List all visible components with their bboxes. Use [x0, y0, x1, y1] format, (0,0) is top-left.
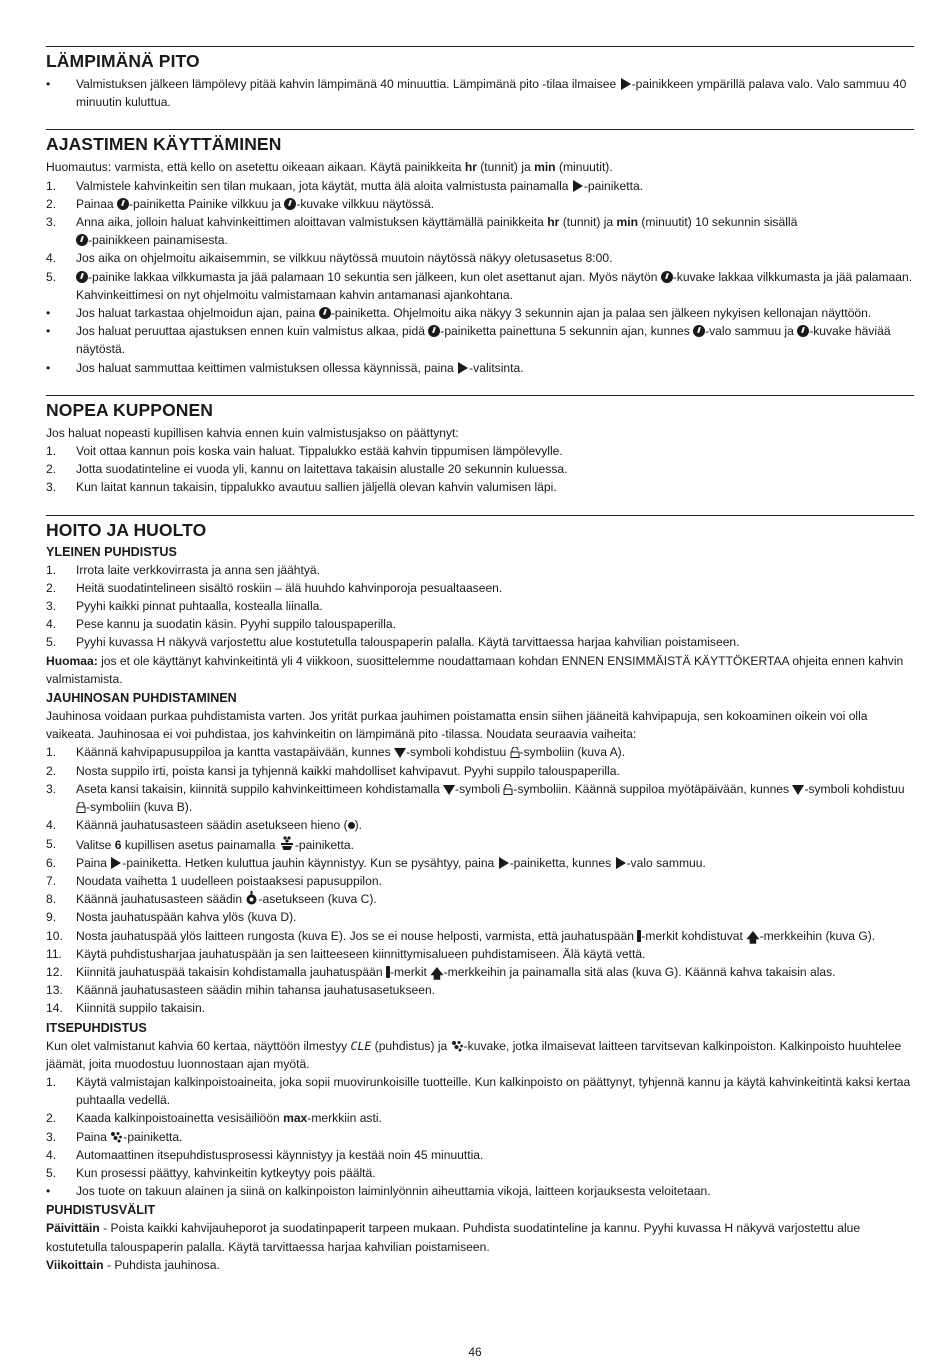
list-item: • Valmistuksen jälkeen lämpölevy pitää kahvin lämpimänä 40 minuuttia. Lämpimänä pito -tilaa ilmaisee -painikkeen ympärillä palava valo. Valo sammuu 40 minuutin kuluttua.: [46, 77, 907, 110]
list-item: 3. Pyyhi kaikki pinnat puhtaalla, kostealla liinalla.: [46, 599, 323, 614]
list-item: 8. Käännä jauhatusasteen säädin -asetukseen (kuva C).: [46, 892, 377, 907]
list-item: 4. Käännä jauhatusasteen säädin asetukseen hieno ( ).: [46, 818, 363, 833]
timer-note: Huomautus: varmista, että kello on asetettu oikeaan aikaan. Käytä painikkeita hr (tunnit) ja min (minuutit).: [46, 160, 613, 175]
timer-icon: [76, 271, 88, 283]
timer-icon: [428, 325, 440, 337]
lock-icon: [76, 802, 86, 813]
list-item: 1. Voit ottaa kannun pois koska vain haluat. Tippalukko estää kahvin tippumisen lämpölevylle.: [46, 444, 563, 459]
page-number: 46: [468, 1345, 482, 1359]
descale-icon: [451, 1040, 464, 1052]
list-item: 3. Kun laitat kannun takaisin, tippalukko avautuu sallien jäljellä olevan kahvin valumisen läpi.: [46, 480, 557, 495]
timer-icon: [661, 271, 673, 283]
play-icon: [458, 362, 468, 374]
triangle-down-icon: [394, 748, 406, 758]
fine-grind-dot-icon: [348, 822, 355, 829]
list-item: 5. Kun prosessi päättyy, kahvinkeitin kytkeytyy pois päältä.: [46, 1165, 376, 1180]
list-item: 1. Käännä kahvipapusuppiloa ja kantta vastapäivään, kunnes -symboli kohdistuu -symboliin (kuva A).: [46, 745, 626, 760]
general-note: Huomaa: jos et ole käyttänyt kahvinkeitintä yli 4 viikkoon, suosittelemme noudattamaan kohdan ENNEN ENSIMMÄISTÄ KÄYTTÖKERTAA ohjeita ennen kahvin valmistamista.: [46, 653, 904, 686]
unlock-icon: [503, 784, 513, 795]
list-item: 14. Kiinnitä suppilo takaisin.: [46, 1001, 206, 1016]
list-item: 10. Nosta jauhatuspää ylös laitteen rungosta (kuva E). Jos se ei nouse helposti, varmista, että jauhatuspään -merkit kohdistuvat 🡅-merkkeihin (kuva G).: [46, 928, 876, 945]
timer-icon: [319, 307, 331, 319]
list-item: 11. Käytä puhdistusharjaa jauhatuspään ja sen laitteeseen kiinnittymisalueen puhdistamiseen. Älä käytä vettä.: [46, 946, 646, 961]
list-item: 6. Paina -painiketta. Hetken kuluttua jauhin käynnistyy. Kun se pysähtyy, paina -painiketta, kunnes -valo sammuu.: [46, 855, 706, 870]
list-item: 2. Nosta suppilo irti, poista kansi ja tyhjennä kaikki mahdolliset kahvipavut. Pyyhi suppilo talouspaperilla.: [46, 763, 620, 778]
list-item: 1. Valmistele kahvinkeitin sen tilan mukaan, jota käytät, mutta älä aloita valmistusta painamalla -painiketta.: [46, 178, 644, 193]
list-item: 2. Jotta suodatinteline ei vuoda yli, kannu on laitettava takaisin alustalle 20 sekunnin kuluessa.: [46, 462, 568, 477]
subheading-general-cleaning: YLEINEN PUHDISTUS: [46, 544, 177, 559]
triangle-down-icon: [443, 785, 455, 795]
manual-page: [46, 46, 914, 1274]
list-item: • Jos haluat sammuttaa keittimen valmistuksen ollessa käynnissä, paina -valitsinta.: [46, 360, 524, 375]
list-item: 3. Aseta kansi takaisin, kiinnitä suppilo kahvinkeittimeen kohdistamalla -symboli -symboliin. Käännä suppiloa myötäpäivään, kunnes -symboli kohdistuu -symboliin (kuva B).: [46, 781, 905, 815]
timer-icon: [797, 325, 809, 337]
list-item: 5. Valitse 6 kupillisen asetus painamalla -painiketta.: [46, 836, 354, 852]
play-icon: [616, 857, 626, 869]
section-quick-cup: NOPEA KUPPONEN Jos haluat nopeasti kupillisen kahvia ennen kuin valmistusjakso on päättynyt: 1. Voit ottaa kannun pois koska vain haluat. Tippalukko estää kahvin tippumisen lämpölevylle. 2. Jotta suodatinteline ei vuoda yli, kannu on laitettava takaisin alustalle 20 sekunnin kuluessa. 3. Kun laitat kannun takaisin, tippalukko avautuu sallien jäljellä olevan kahvin valumisen läpi.: [46, 395, 914, 497]
timer-icon: [117, 198, 129, 210]
subheading-self-clean: ITSEPUHDISTUS: [46, 1020, 147, 1035]
play-icon: [499, 857, 509, 869]
lcd-clean-text: CLE: [350, 1038, 372, 1053]
list-item: 7. Noudata vaihetta 1 uudelleen poistaaksesi papusuppilon.: [46, 873, 382, 888]
list-item: • Jos haluat tarkastaa ohjelmoidun ajan, paina -painiketta. Ohjelmoitu aika näkyy 3 sekunnin ajan ja palaa sen jälkeen nykyisen kellonajan näyttöön.: [46, 306, 872, 321]
heading-keep-warm: LÄMPIMÄNÄ PITO: [46, 51, 200, 71]
unlock-icon: [510, 747, 520, 758]
triangle-down-icon: [792, 785, 804, 795]
list-item: 2. Painaa -painiketta Painike vilkkuu ja -kuvake vilkkuu näytössä.: [46, 196, 435, 211]
arrow-up-icon: 🡅: [430, 965, 444, 981]
list-item: 2. Heitä suodatintelineen sisältö roskiin – älä huuhdo kahvinporoja pesualtaaseen.: [46, 580, 503, 595]
subheading-cleaning-intervals: PUHDISTUSVÄLIT: [46, 1203, 156, 1218]
list-item: 4. Pese kannu ja suodatin käsin. Pyyhi suppilo talouspaperilla.: [46, 617, 397, 632]
list-item: 12. Kiinnitä jauhatuspää takaisin kohdistamalla jauhatuspään -merkit 🡅-merkkeihin ja painamalla sitä alas (kuva G). Käännä kahva takaisin alas.: [46, 964, 836, 981]
list-item: • Jos haluat peruuttaa ajastuksen ennen kuin valmistus alkaa, pidä -painiketta painettuna 5 sekunnin ajan, kunnes -valo sammuu ja -kuvake häviää näytöstä.: [46, 324, 891, 357]
list-item: 4. Automaattinen itsepuhdistusprosessi käynnistyy ja kestää noin 45 minuuttia.: [46, 1147, 484, 1162]
heading-care: HOITO JA HUOLTO: [46, 519, 207, 540]
descale-icon: [110, 1131, 123, 1143]
list-item: • Jos tuote on takuun alainen ja siinä on kalkinpoiston laiminlyönnin aiheuttamia vikoja, laitteen korjauksesta veloitetaan.: [46, 1184, 711, 1199]
section-timer: [46, 129, 914, 376]
play-icon: [573, 180, 583, 192]
list-item: 9. Nosta jauhatuspään kahva ylös (kuva D).: [46, 910, 297, 925]
heading-quick-cup: NOPEA KUPPONEN: [46, 399, 214, 420]
play-icon: [111, 857, 121, 869]
timer-icon: [76, 234, 88, 246]
play-icon: [621, 78, 631, 90]
heading-timer: AJASTIMEN KÄYTTÄMINEN: [46, 134, 282, 155]
list-item: 2. Kaada kalkinpoistoainetta vesisäiliöön max-merkkiin asti.: [46, 1111, 382, 1126]
section-keep-warm: [46, 46, 914, 111]
list-item: 1. Irrota laite verkkovirrasta ja anna sen jäähtyä.: [46, 562, 321, 577]
list-item: 5. -painike lakkaa vilkkumasta ja jää palamaan 10 sekuntia sen jälkeen, kun olet asettanut ajan. Myös näytön -kuvake lakkaa vilkkumasta ja jää palamaan. Kahvinkeittimesi on nyt ohjelmoitu valmistamaan kahvin antamanasi ajankohtana.: [46, 269, 913, 302]
timer-icon: [284, 198, 296, 210]
list-item: 4. Jos aika on ohjelmoitu aikaisemmin, se vilkkuu näytössä muutoin näytössä näkyy oletusasetus 8:00.: [46, 251, 613, 266]
grind-cup-icon: [279, 835, 295, 851]
arrow-up-icon: 🡅: [746, 929, 760, 945]
interval-weekly: Viikoittain - Puhdista jauhinosa.: [46, 1257, 220, 1272]
list-item: 13. Käännä jauhatusasteen säädin mihin tahansa jauhatusasetukseen.: [46, 983, 436, 998]
grinder-release-icon: [245, 891, 258, 905]
interval-daily: Päivittäin - Poista kaikki kahvijauheporot ja suodatinpaperit tarpeen mukaan. Puhdista suodatinteline ja kannu. Pyyhi kuvassa H näkyvä varjostettu alue kostutetulla talouspaperin palalla. Käytä tarvittaessa harjaa kahvilian poistamiseen.: [46, 1221, 861, 1254]
subheading-grinder-cleaning: JAUHINOSAN PUHDISTAMINEN: [46, 691, 237, 706]
list-item: 3. Paina -painiketta.: [46, 1129, 183, 1144]
timer-icon: [693, 325, 705, 337]
section-care: HOITO JA HUOLTO YLEINEN PUHDISTUS 1. Irrota laite verkkovirrasta ja anna sen jäähtyä. 2. Heitä suodatintelineen sisältö roskiin – älä huuhdo kahvinporoja pesualtaaseen. 3. Pyyhi kaikki pinnat puhtaalla, kostealla liinalla. 4. Pese kannu ja suodatin käsin. Pyyhi suppilo talouspaperilla. 5. Pyyhi kuvassa H näkyvä varjostettu alue kostutetulla talouspaperin palalla. Käytä tarvittaessa harjaa kahvilian poistamiseen. Huomaa: jos et ole käyttänyt kahvinkeitintä yli 4 viikkoon, suosittelemme noudattamaan kohdan ENNEN ENSIMMÄISTÄ KÄYTTÖKERTAA ohjeita ennen kahvin valmistamista. JAUHINOSAN PUHDISTAMINEN Jauhinosa voidaan purkaa puhdistamista varten. Jos yrität purkaa jauhimen poistamatta ensin siihen jääneitä kahvipapuja, sen kokoaminen oikein voi olla vaikeata. Jauhinosaa ei voi puhdistaa, jos kahvinkeitin on lämpimänä pito -tilassa. Noudata seuraavia vaiheita: 1. Käännä kahvipapusuppiloa ja kantta vastapäivään, kunnes -symboli kohdistuu -symboliin (kuva A). 2. Nosta suppilo irti, poista kansi ja tyhjennä kaikki mahdolliset kahvipavut. Pyyhi suppilo talouspaperilla. 3. Aseta kansi takaisin, kiinnitä suppilo kahvinkeittimeen kohdistamalla -symboli -symboliin. Käännä suppiloa myötäpäivään, kunnes -symboli kohdistuu -symboliin (kuva B). 4. Käännä jauhatusasteen säädin asetukseen hieno ( ). 5. Valitse 6 kupillisen asetus painamalla -painiketta. 6. Paina -painiketta. Hetken kuluttua jauhin käynnistyy. Kun se pysähtyy, paina -painiketta, kunnes -valo sammuu. 7. Noudata vaihetta 1 uudelleen poistaaksesi papusuppilon. 8. Käännä jauhatusasteen säädin -asetukseen (kuva C). 9. Nosta jauhatuspään kahva ylös (kuva D). 10. Nosta jauhatuspää ylös laitteen rungosta (kuva E). Jos se ei nouse helposti, varmista, että jauhatuspään -merkit kohdistuvat 🡅-merkkeihin (kuva G). 11. Käytä puhdistusharjaa jauhatuspään ja sen laitteeseen kiinnittymisalueen puhdistamiseen. Älä käytä vettä. 12. Kiinnitä jauhatuspää takaisin kohdistamalla jauhatuspään -merkit 🡅-merkkeihin ja painamalla sitä alas (kuva G). Käännä kahva takaisin alas. 13. Käännä jauhatusasteen säädin mihin tahansa jauhatusasetukseen. 14. Kiinnitä suppilo takaisin. ITSEPUHDISTUS Kun olet valmistanut kahvia 60 kertaa, näyttöön ilmestyy CLE (puhdistus) ja -kuvake, jotka ilmaisevat laitteen tarvitsevan kalkinpoiston. Kalkinpoisto huuhtelee jäämät, joita muodostuu luonnostaan ajan myötä. 1. Käytä valmistajan kalkinpoistoaineita, joka sopii muovirunkoisille tuotteille. Kun kalkinpoisto on päättynyt, tyhjennä kannu ja käytä kahvinkeitintä kaksi kertaa puhtaalla vedellä. 2. Kaada kalkinpoistoainetta vesisäiliöön max-merkkiin asti. 3. Paina -painiketta. 4. Automaattinen itsepuhdistusprosessi käynnistyy ja kestää noin 45 minuuttia. 5. Kun prosessi päättyy, kahvinkeitin kytkeytyy pois päältä. • Jos tuote on takuun alainen ja siinä on kalkinpoiston laiminlyönnin aiheuttamia vikoja, laitteen korjauksesta veloitetaan. PUHDISTUSVÄLIT Päivittäin - Poista kaikki kahvijauheporot ja suodatinpaperit tarpeen mukaan. Puhdista suodatinteline ja kannu. Pyyhi kuvassa H näkyvä varjostettu alue kostutetulla talouspaperin palalla. Käytä tarvittaessa harjaa kahvilian poistamiseen. Viikoittain - Puhdista jauhinosa.: [46, 515, 914, 1274]
list-item: 1. Käytä valmistajan kalkinpoistoaineita, joka sopii muovirunkoisille tuotteille. Kun kalkinpoisto on päättynyt, tyhjennä kannu ja käytä kahvinkeitintä kaksi kertaa puhtaalla vedellä.: [46, 1074, 911, 1108]
list-item: 5. Pyyhi kuvassa H näkyvä varjostettu alue kostutetulla talouspaperin palalla. Käytä tarvittaessa harjaa kahvilian poistamiseen.: [46, 635, 740, 650]
list-item: 3. Anna aika, jolloin haluat kahvinkeittimen aloittavan valmistuksen käyttämällä painikkeita hr (tunnit) ja min (minuutit) 10 sekunnin sisällä -painikkeen painamisesta.: [46, 215, 798, 248]
